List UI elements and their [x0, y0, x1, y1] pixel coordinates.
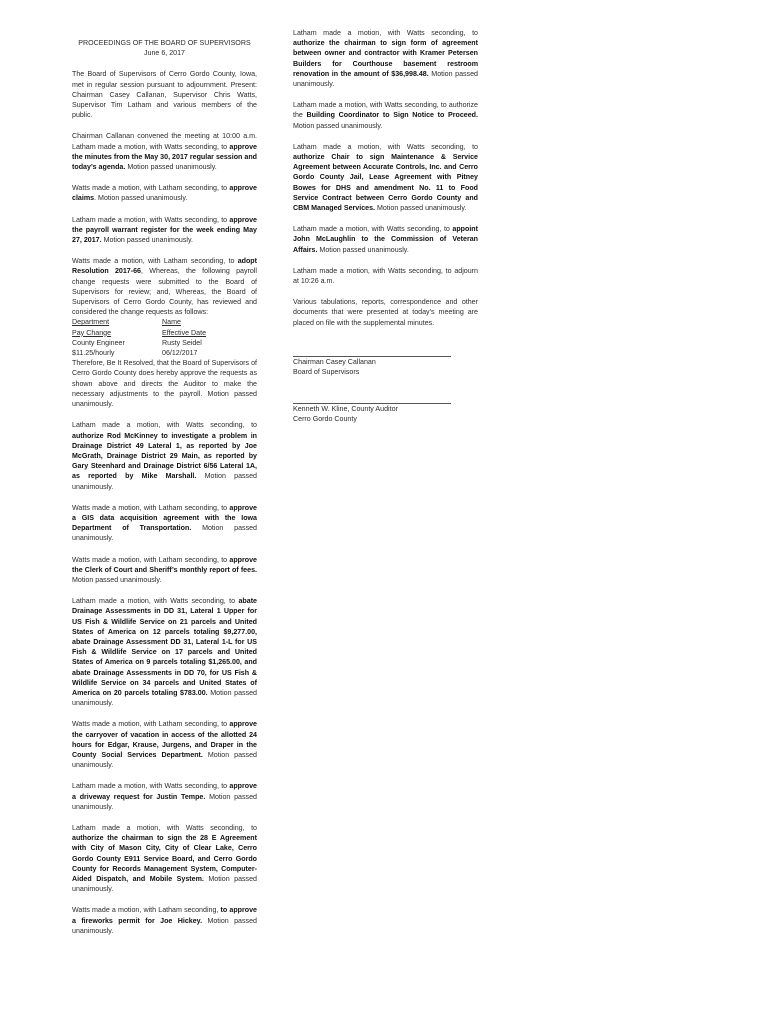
motion-drainage-investigation: Latham made a motion, with Watts seconding, to authorize Rod McKinney to investigate a problem in Drainage District 49 Lateral 1, as reported by Joe McGrath, Drainage District 29 Main, as reported by Gary Steenhard and Drainage District 6/56 Lateral 1A, as reported by Mike Marshall. Motion passed unanimously. — [72, 421, 257, 491]
motion-driveway-request: Latham made a motion, with Watts seconding, to approve a driveway request for Justin Tempe. Motion passed unanimously. — [72, 782, 257, 811]
motion-notice-to-proceed: Latham made a motion, with Watts seconding, to authorize the Building Coordinator to Sign Notice to Proceed. Motion passed unanimously. — [293, 101, 478, 130]
motion-vacation-carryover: Watts made a motion, with Latham seconding, to approve the carryover of vacation in access of the allotted 24 hours for Edgar, Krause, Jurgens, and Draper in the County Social Services Department. Motion passed unanimously. — [72, 720, 257, 770]
attendance-paragraph: The Board of Supervisors of Cerro Gordo County, Iowa, met in regular session pursuant to adjournment. Present: Chairman Casey Callanan, Supervisor Chris Watts, Supervisor Tim Latham and various members of the public. — [72, 70, 257, 120]
motion-clerk-report: Watts made a motion, with Latham seconding, to approve the Clerk of Court and Sheriff’s monthly report of fees. Motion passed unanimously. — [72, 555, 257, 584]
motion-adjourn: Latham made a motion, with Watts seconding, to adjourn at 10:26 a.m. — [293, 266, 478, 286]
resolution-block — [72, 256, 257, 409]
motion-claims: Watts made a motion, with Latham seconding, to approve claims. Motion passed unanimously. — [72, 184, 257, 203]
motion-gis-agreement: Watts made a motion, with Latham seconding, to approve a GIS data acquisition agreement with the Iowa Department of Transportation. Motion passed unanimously. — [72, 503, 258, 543]
payroll-change-table — [72, 317, 257, 358]
left-column — [72, 38, 257, 947]
signer-title: Board of Supervisors — [293, 368, 360, 377]
motion-abate-assessments: Latham made a motion, with Watts seconding, to abate Drainage Assessments in DD 31, Lateral 1 Upper for US Fish & Wildlife Service on 21 parcels and United States of America on 12 parcels totaling $9,277.00, abate Drainage Assessment DD 31, Lateral 1-L for US Fish & Wildlife Service on 17 parcels and United States of America on 9 parcels totaling $1,265.00, and abate Drainage Assessments in DD 70, for US Fish & Wildlife Service on 34 parcels and United States of America on 20 parcels totaling $783.00. Motion passed unanimously. — [72, 597, 258, 708]
auditor-signature-block — [293, 403, 478, 424]
proceedings-title: PROCEEDINGS OF THE BOARD OF SUPERVISORS — [78, 39, 251, 47]
supplemental-note: Various tabulations, reports, correspondence and other documents that were presented at today’s meeting are placed on file with the supplemental minutes. — [293, 298, 478, 327]
table-header-department: Department — [72, 318, 110, 327]
signer-name: Kenneth W. Kline, County Auditor — [293, 405, 398, 414]
motion-veteran-affairs: Latham made a motion, with Watts seconding, to appoint John McLaughlin to the Commission of Veteran Affairs. Motion passed unanimously. — [293, 225, 478, 254]
table-cell: $11.25/hourly — [72, 349, 115, 358]
table-cell: 06/12/2017 — [162, 349, 198, 358]
chairman-signature-block — [293, 356, 478, 377]
table-header-name: Name — [162, 318, 181, 327]
table-cell: Rusty Seidel — [162, 338, 202, 347]
proceedings-date: June 6, 2017 — [143, 49, 186, 58]
motion-kramer-agreement: Latham made a motion, with Watts seconding, to authorize the chairman to sign form of agreement between owner and contractor with Kramer Petersen Builders for Courthouse basement restroom renovation in the amount of $36,998.48. Motion passed unanimously. — [293, 29, 478, 89]
motion-fireworks-permit: Watts made a motion, with Latham seconding, to approve a fireworks permit for Joe Hickey. Motion passed unanimously. — [72, 906, 258, 935]
motion-payroll-register: Latham made a motion, with Watts seconding, to approve the payroll warrant register for the week ending May 27, 2017. Motion passed unanimously. — [72, 215, 257, 245]
motion-service-agreements: Latham made a motion, with Watts seconding, to authorize Chair to sign Maintenance & Service Agreement between Accurate Controls, Inc. and Cerro Gordo County Jail, Lease Agreement with Pitney Bowes for DHS and amendment No. 11 to Food Service Contract between Cerro Gordo County and CBM Managed Services. Motion passed unanimously. — [293, 142, 478, 213]
table-cell: Effective Date — [162, 328, 207, 337]
signer-title: Cerro Gordo County — [293, 415, 357, 424]
motion-28e-agreement: Latham made a motion, with Watts seconding, to authorize the chairman to sign the 28 E Agreement with City of Mason City, City of Clear Lake, Cerro Gordo County E911 Service Board, and Cerro Gordo County for Records Management System, Computer-Aided Dispatch, and Mobile System. Motion passed unanimously. — [72, 824, 257, 894]
motion-minutes: Chairman Callanan convened the meeting at 10:00 a.m. Latham made a motion, with Watts seconding, to approve the minutes from the May 30, 2017 regular session and today’s agenda. Motion passed unanimously. — [72, 132, 257, 172]
table-cell: County Engineer — [72, 338, 125, 347]
table-cell: Pay Change — [72, 328, 112, 337]
motion-resolution: Watts made a motion, with Latham seconding, to adopt Resolution 2017-66, Whereas, the following payroll change requests were submitted to the Board of Supervisors for review; and, Whereas, the Board of Supervisors of Cerro Gordo County, has reviewed and considered the change requests as follows: — [72, 257, 257, 317]
right-column — [293, 28, 478, 435]
resolution-conclusion: Therefore, Be It Resolved, that the Board of Supervisors of Cerro Gordo County does hereby approve the requests as shown above and directs the Auditor to make the necessary adjustments to the payroll. Motion passed unanimously. — [72, 359, 257, 409]
signer-name: Chairman Casey Callanan — [293, 357, 376, 366]
